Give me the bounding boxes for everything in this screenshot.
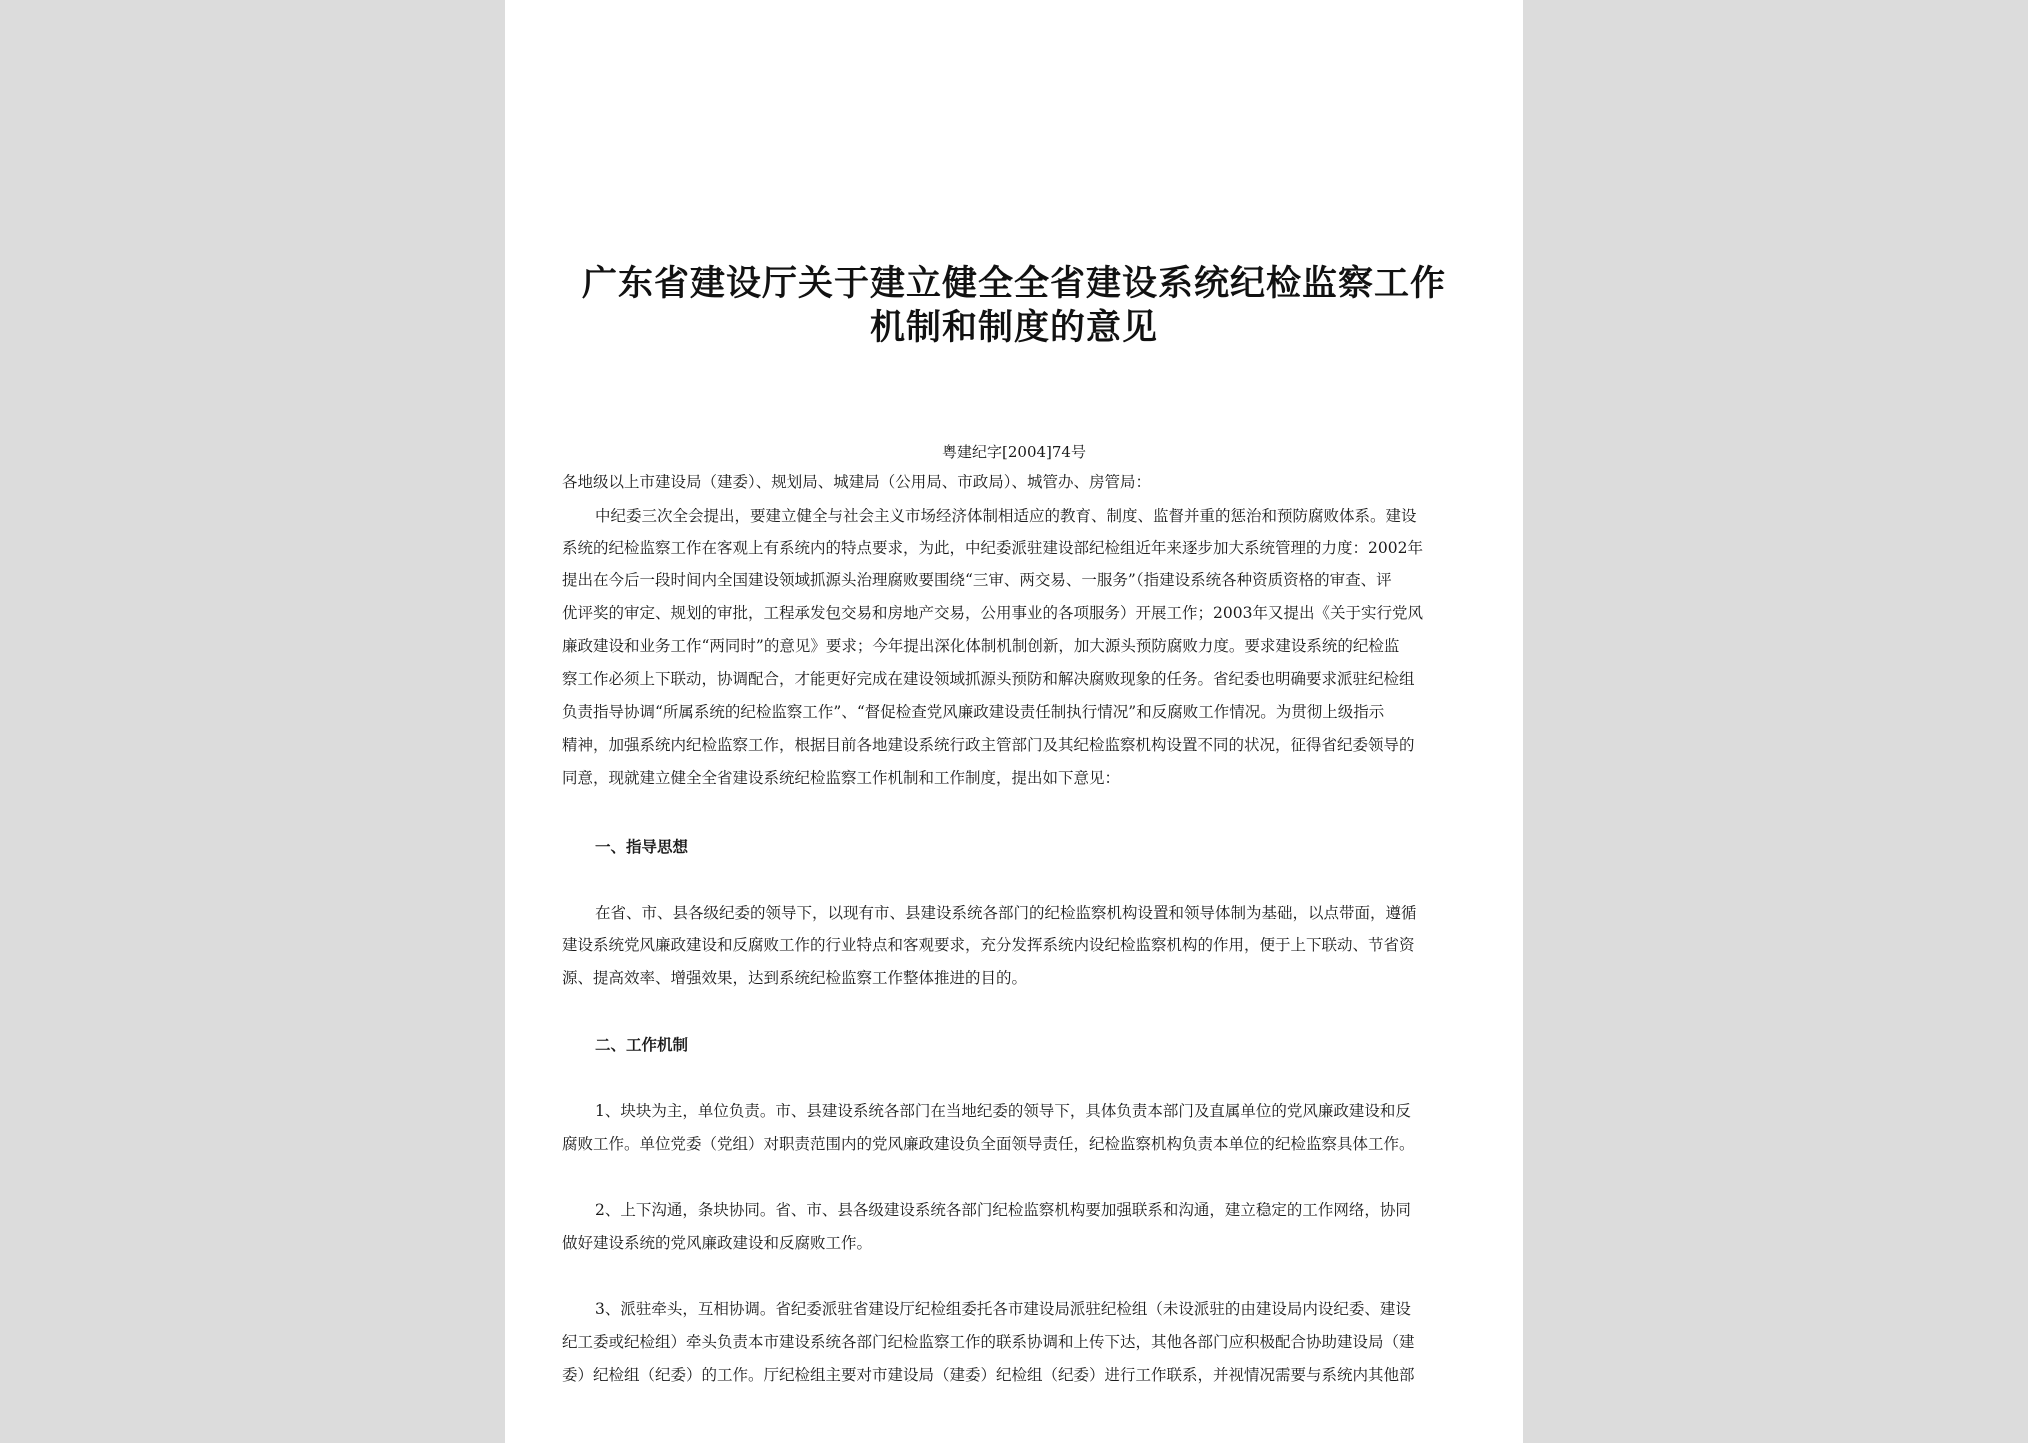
item2-line-1: 2、上下沟通，条块协同。省、市、县各级建设系统各部门纪检监察机构要加强联系和沟通，建立稳定的工作网络，协同 [595,1201,1411,1219]
section1-line-1: 在省、市、县各级纪委的领导下，以现有市、县建设系统各部门的纪检监察机构设置和领导体制为基础，以点带面，遵循 [595,904,1417,922]
item3-line-3: 委）纪检组（纪委）的工作。厅纪检组主要对市建设局（建委）纪检组（纪委）进行工作联系，并视情况需要与系统内其他部 [562,1366,1415,1384]
intro-line-2: 系统的纪检监察工作在客观上有系统内的特点要求，为此，中纪委派驻建设部纪检组近年来逐步加大系统管理的力度：2002年 [562,539,1423,557]
section-heading-1: 一、指导思想 [595,837,689,856]
title-line-2: 机制和制度的意见 [869,307,1158,348]
title-line-1: 广东省建设厅关于建立健全全省建设系统纪检监察工作 [581,263,1446,304]
document-title [505,262,1523,350]
item1-line-1: 1、块块为主，单位负责。市、县建设系统各部门在当地纪委的领导下，具体负责本部门及直属单位的党风廉政建设和反 [595,1102,1411,1120]
document-number: 粤建纪字[2004]74号 [942,443,1086,461]
intro-line-3: 提出在今后一段时间内全国建设领域抓源头治理腐败要围绕“三审、两交易、一服务”（指建设系统各种资质资格的审查、评 [562,571,1392,589]
intro-line-6: 察工作必须上下联动，协调配合，才能更好完成在建设领域抓源头预防和解决腐败现象的任务。省纪委也明确要求派驻纪检组 [562,670,1415,688]
section-heading-2: 二、工作机制 [595,1035,689,1054]
addressee: 各地级以上市建设局（建委）、规划局、城建局（公用局、市政局）、城管办、房管局： [562,473,1152,491]
intro-line-1: 中纪委三次全会提出，要建立健全与社会主义市场经济体制相适应的教育、制度、监督并重的惩治和预防腐败体系。建设 [595,507,1417,525]
intro-line-9: 同意，现就建立健全全省建设系统纪检监察工作机制和工作制度，提出如下意见： [562,769,1121,787]
section1-line-3: 源、提高效率、增强效果，达到系统纪检监察工作整体推进的目的。 [562,969,1028,987]
item3-line-2: 纪工委或纪检组）牵头负责本市建设系统各部门纪检监察工作的联系协调和上传下达，其他各部门应积极配合协助建设局（建 [562,1333,1415,1351]
intro-line-7: 负责指导协调“所属系统的纪检监察工作”、“督促检查党风廉政建设责任制执行情况”和反腐败工作情况。为贯彻上级指示 [562,703,1385,721]
intro-line-8: 精神，加强系统内纪检监察工作，根据目前各地建设系统行政主管部门及其纪检监察机构设置不同的状况，征得省纪委领导的 [562,736,1415,754]
item2-line-2: 做好建设系统的党风廉政建设和反腐败工作。 [562,1234,873,1252]
intro-line-4: 优评奖的审定、规划的审批，工程承发包交易和房地产交易，公用事业的各项服务）开展工作；2003年又提出《关于实行党风 [562,604,1423,622]
intro-line-5: 廉政建设和业务工作“两同时”的意见》要求；今年提出深化体制机制创新，加大源头预防腐败力度。要求建设系统的纪检监 [562,637,1400,655]
document-page [505,0,1523,1443]
item1-line-2: 腐败工作。单位党委（党组）对职责范围内的党风廉政建设负全面领导责任，纪检监察机构负责本单位的纪检监察具体工作。 [562,1135,1415,1153]
section1-line-2: 建设系统党风廉政建设和反腐败工作的行业特点和客观要求，充分发挥系统内设纪检监察机构的作用，便于上下联动、节省资 [562,936,1415,954]
item3-line-1: 3、派驻牵头，互相协调。省纪委派驻省建设厅纪检组委托各市建设局派驻纪检组（未设派驻的由建设局内设纪委、建设 [595,1300,1411,1318]
